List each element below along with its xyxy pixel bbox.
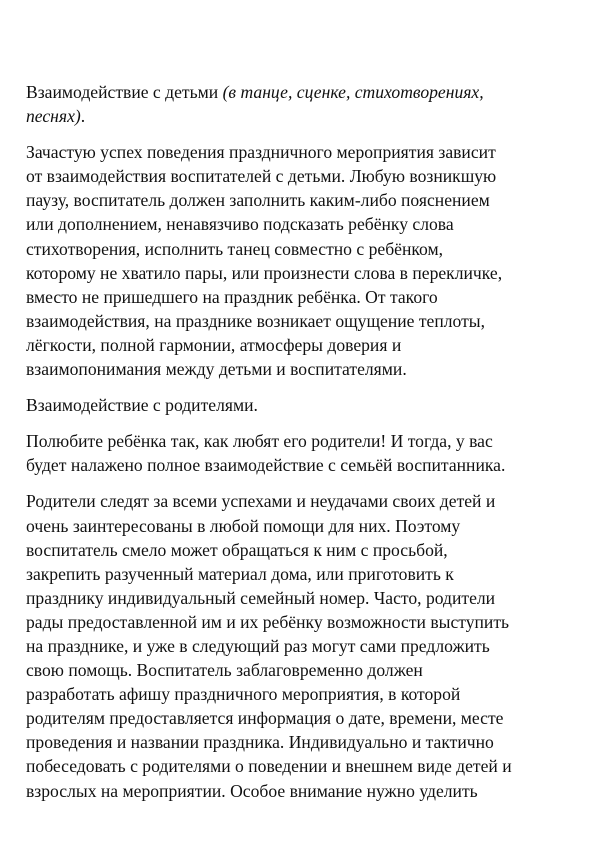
paragraph-children-interaction: Зачастую успех поведения праздничного мероприятия зависит от взаимодействия воспитателей с детьми. Любую возникшую паузу, воспитатель должен заполнить каким-либо пояснением или дополнением, ненавязчиво подсказать ребёнку слова стихотворения, исполнить танец совместно с ребёнком, которому не хватило пары, или произнести слова в перекличке, вместо не пришедшего на праздник ребёнка. От такого взаимодействия, на празднике возникает ощущение теплоты, лёгкости, полной гармонии, атмосферы доверия и взаимопонимания между детьми и воспитателями.	[26, 142, 503, 380]
section-heading-parents: Взаимодействие с родителями.	[26, 395, 258, 416]
heading-children-period: .	[80, 106, 86, 127]
document-body	[26, 80, 574, 815]
section-heading-children	[26, 80, 574, 128]
paragraph-love-child: Полюбите ребёнка так, как любят его родители! И тогда, у вас будет налажено полное взаимодействие с семьёй воспитанника.	[26, 431, 506, 476]
heading-children-text: Взаимодействие с детьми	[26, 82, 223, 102]
paragraph-parents-help: Родители следят за всеми успехами и неудачами своих детей и очень заинтересованы в любой помощи для них. Поэтому воспитатель смело может обращаться к ним с просьбой, закрепить разученный материал дома, или приготовить к празднику индивидуальный семейный номер. Часто, родители рады предоставленной им и их ребёнку возможности выступить на празднике, и уже в следующий раз могут сами предложить свою помощь. Воспитатель заблаговременно должен разработать афишу праздничного мероприятия, в которой родителям предоставляется информация о дате, времени, месте проведения и названии праздника. Индивидуально и тактично побеседовать с родителями о поведении и внешнем виде детей и взрослых на мероприятии. Особое внимание нужно уделить	[26, 491, 512, 801]
heading-children-italic-note: (в танце, сценке, стихотворениях, песнях)	[26, 82, 484, 127]
